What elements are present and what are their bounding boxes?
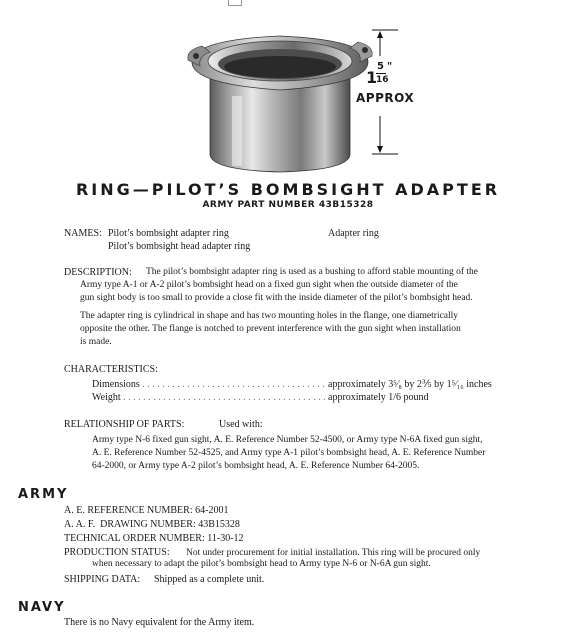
description-p2-line2: opposite the other. The flange is notched to prevent interference with the gun sight when installation: [80, 324, 461, 334]
army-heading: ARMY: [18, 487, 69, 502]
dimension-whole: 1: [366, 68, 378, 87]
characteristic-value: approximately 1/6 pound: [328, 392, 429, 403]
dimension-approx: APPROX: [356, 91, 415, 105]
characteristics-row-weight: [92, 392, 522, 403]
relationship-intro: Used with:: [219, 419, 263, 430]
description-p2-line3: is made.: [80, 337, 112, 347]
relationship-line-1: Army type N-6 fixed gun sight, A. E. Reference Number 52-4500, or Army type N-6A fixed gun sight,: [92, 435, 483, 445]
characteristic-value: approximately 3⁵⁄₈ by 2⅗ by 1⁵⁄₁₆ inches: [328, 379, 492, 390]
army-production-line1: Not under procurement for initial installation. This ring will be procured only: [186, 548, 481, 558]
names-item-1: Pilot’s bombsight adapter ring: [108, 228, 229, 239]
description-label: DESCRIPTION:: [64, 267, 132, 278]
dimension-inch-mark: ": [387, 61, 393, 72]
description-p2-line1: The adapter ring is cylindrical in shape and has two mounting holes in the flange, one diametrically: [80, 311, 459, 321]
navy-text: There is no Navy equivalent for the Army item.: [64, 617, 255, 628]
dimension-denominator: 16: [376, 75, 389, 85]
characteristics-row-dimensions: [92, 379, 522, 390]
army-shipping-label: SHIPPING DATA:: [64, 574, 141, 585]
page-title: RING—PILOT’S BOMBSIGHT ADAPTER: [75, 180, 501, 199]
description-p1-line3: gun sight body is too small to provide a close fit with the inside diameter of the pilot’s bombsight head.: [80, 293, 473, 303]
names-label: NAMES:: [64, 228, 102, 239]
army-shipping-data: Shipped as a complete unit.: [154, 574, 265, 585]
description-p1-line1: The pilot’s bombsight adapter ring is used as a bushing to afford stable mounting of the: [146, 267, 479, 277]
names-item-3: Adapter ring: [328, 228, 379, 239]
navy-heading: NAVY: [18, 600, 66, 615]
relationship-label: RELATIONSHIP OF PARTS:: [64, 419, 185, 430]
page-subtitle: ARMY PART NUMBER 43B15328: [202, 200, 374, 210]
army-production-line2: when necessary to adapt the pilot’s bombsight head to Army type N-6 or N-6A gun sight.: [92, 559, 431, 569]
relationship-line-3: 64-2000, or Army type A-2 pilot’s bombsight head, A. E. Reference Number 64-2005.: [92, 461, 420, 471]
army-aaf-drawing: A. A. F. DRAWING NUMBER: 43B15328: [64, 519, 240, 530]
characteristics-label: CHARACTERISTICS:: [64, 364, 158, 375]
characteristic-name: Weight . . .: [92, 392, 328, 403]
characteristic-name: Dimensions . . .: [92, 379, 328, 390]
names-item-2: Pilot’s bombsight head adapter ring: [108, 241, 251, 252]
dimension-numerator: 5: [377, 61, 384, 72]
army-ae-reference: A. E. REFERENCE NUMBER: 64-2001: [64, 505, 229, 516]
army-production-label: PRODUCTION STATUS:: [64, 547, 170, 558]
relationship-line-2: A. E. Reference Number 52-4525, and Army type A-1 pilot’s bombsight head, A. E. Reference Number: [92, 448, 486, 458]
army-technical-order: TECHNICAL ORDER NUMBER: 11-30-12: [64, 533, 244, 544]
dimension-fraction-bar: [376, 73, 386, 74]
description-p1-line2: Army type A-1 or A-2 pilot’s bombsight head on a fixed gun sight when the outside diameter of the: [80, 280, 458, 290]
